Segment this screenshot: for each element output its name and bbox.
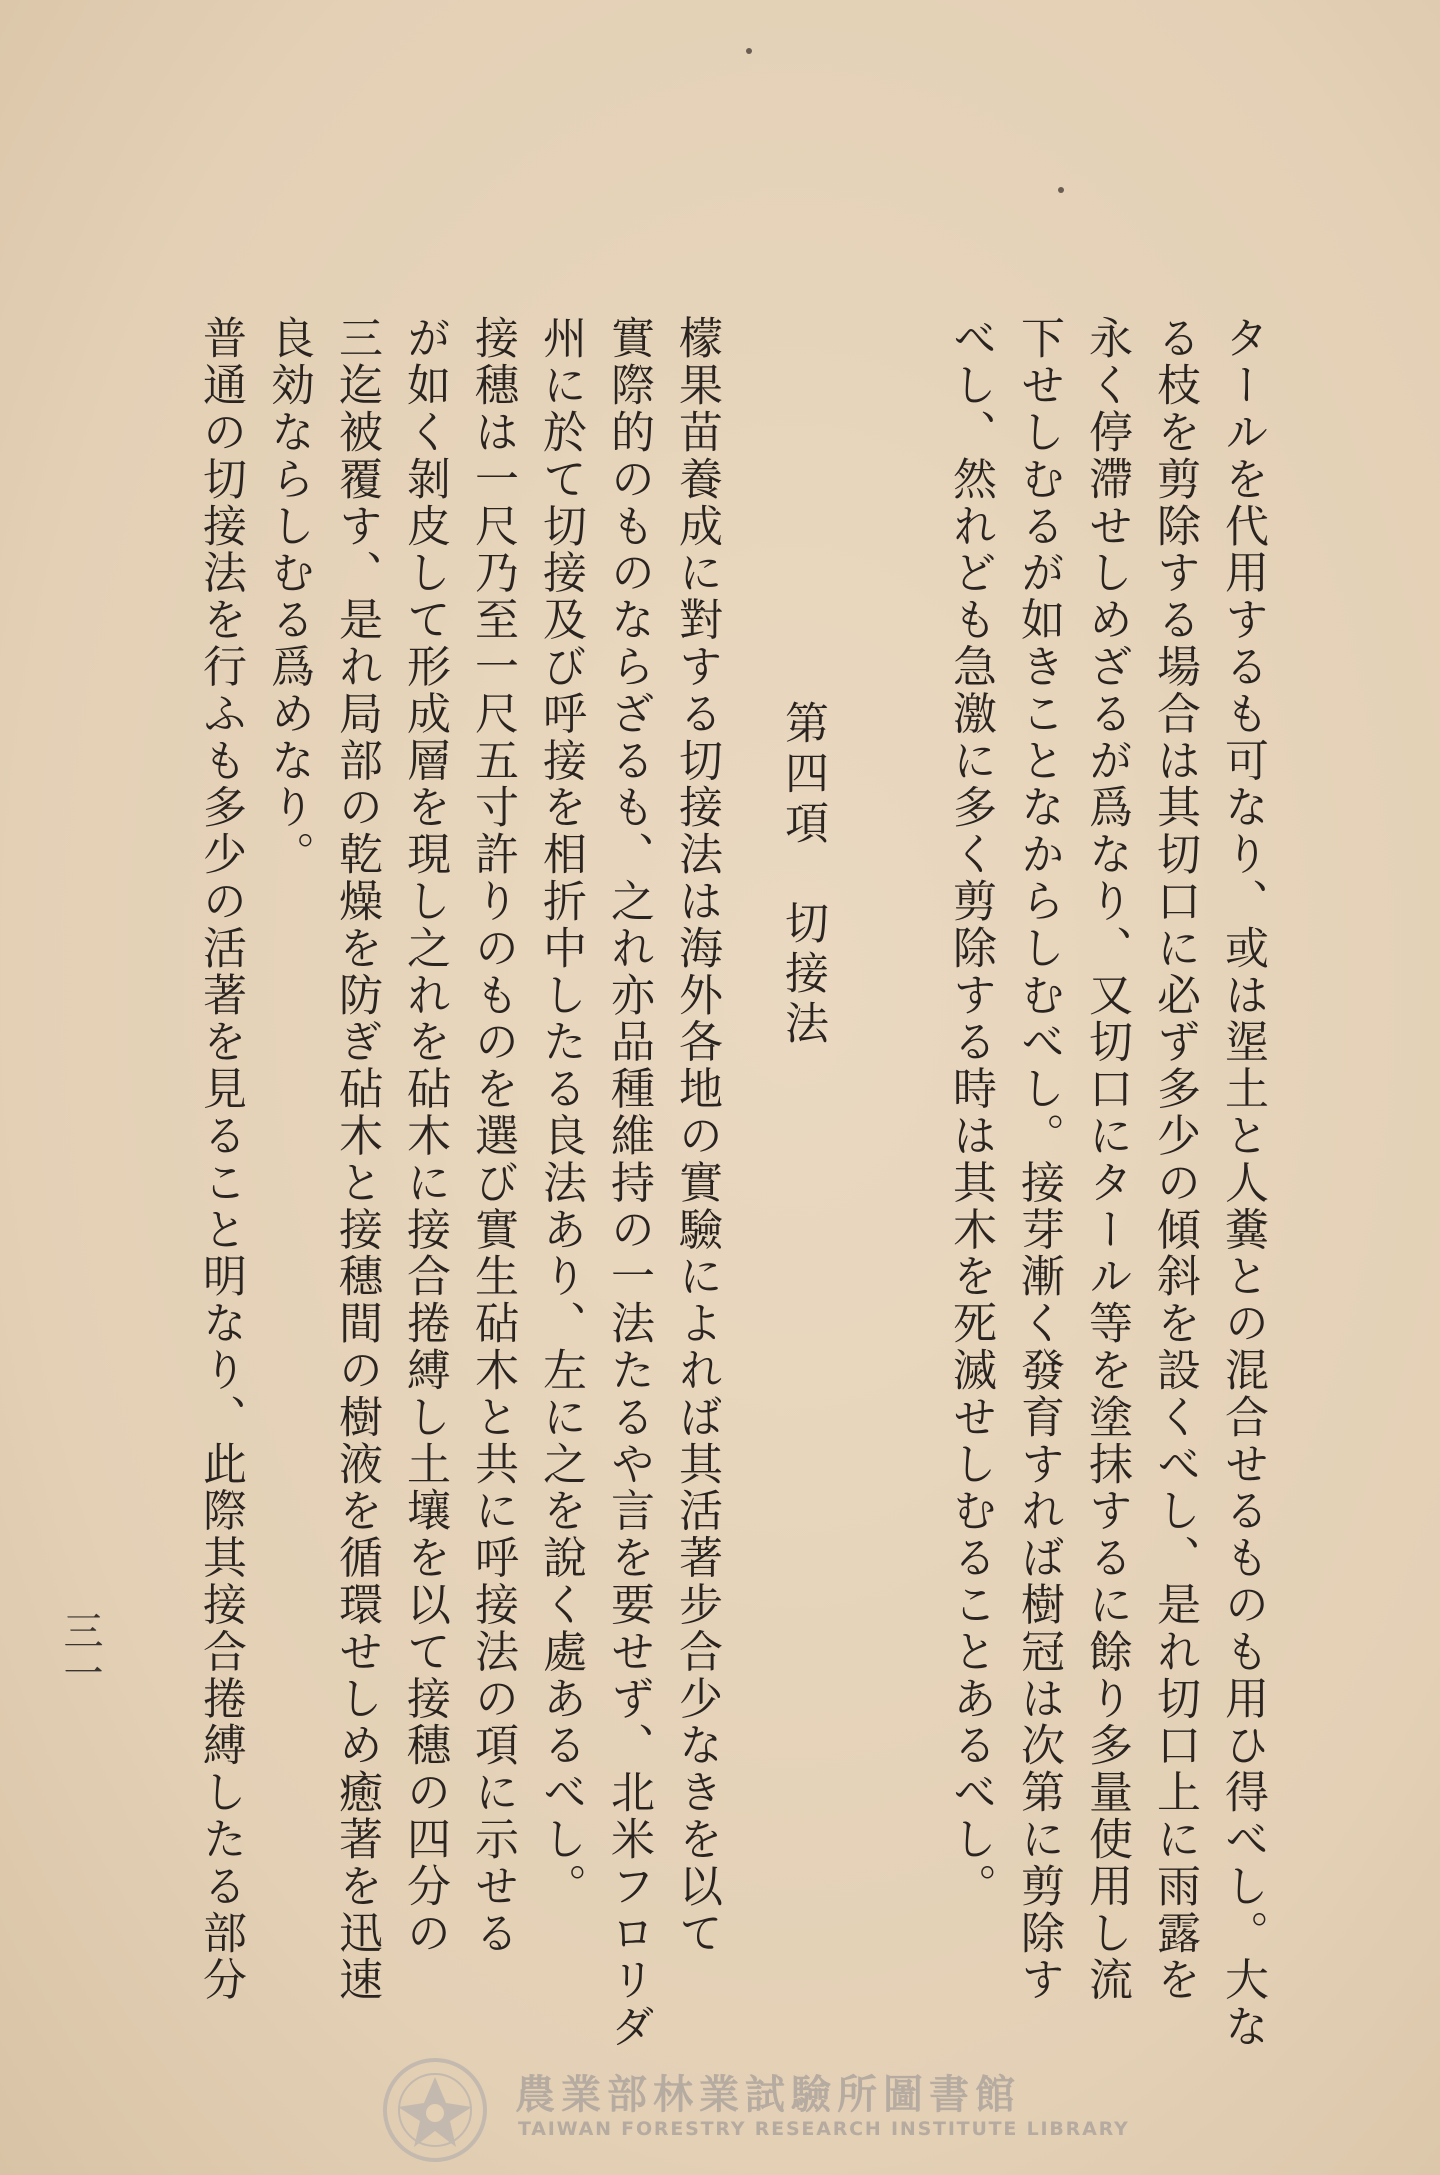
text-column-10: が如く剝皮して形成層を現し之れを砧木に接合捲縛し土壤を以て接穗の四分の — [399, 315, 450, 1957]
page-number: 三一 — [57, 1610, 103, 1694]
text-column-11: 三迄被覆す、是れ局部の乾燥を防ぎ砧木と接穗間の樹液を循環せしめ癒著を迅速 — [331, 315, 382, 2004]
text-column-13: 普通の切接法を行ふも多少の活著を見ること明なり、此際其接合捲縛したる部分 — [195, 315, 246, 2004]
text-column-3: 永く停滯せしめざるが爲なり、又切口にタール等を塗抹するに餘り多量使用し流 — [1081, 315, 1132, 2004]
text-column-7: 實際的のものならざるも、之れ亦品種維持の一法たるや言を要せず、北米フロリダ — [603, 315, 654, 2051]
text-column-12: 良効ならしむる爲めなり。 — [263, 315, 314, 878]
text-column-1: タールを代用するも可なり、或は埿土と人糞との混合せるものも用ひ得べし。大な — [1217, 315, 1268, 2051]
speck — [746, 48, 752, 54]
speck — [1058, 187, 1064, 193]
watermark-name-zh: 農業部林業試驗所圖書館 — [515, 2072, 1021, 2118]
watermark-name-en: TAIWAN FORESTRY RESEARCH INSTITUTE LIBRARY — [518, 2118, 1130, 2140]
text-column-8: 州に於て切接及び呼接を相折中したる良法あり、左に之を說く處あるべし。 — [535, 315, 586, 1910]
text-column-2: る枝を剪除する場合は其切口に必ず多少の傾斜を設くべし、是れ切口上に雨露を — [1149, 315, 1200, 2004]
text-column-4: 下せしむるが如きことなからしむべし。接芽漸く發育すれば樹冠は次第に剪除す — [1013, 315, 1064, 2004]
text-column-5: べし、然れども急激に多く剪除する時は其木を死滅せしむることあるべし。 — [945, 315, 996, 1910]
text-column-6: 檬果苗養成に對する切接法は海外各地の實驗によれば其活著步合少なきを以て — [671, 315, 722, 1957]
section-heading: 第四項 切接法 — [777, 700, 828, 1050]
library-seal-icon — [380, 2055, 490, 2165]
text-column-9: 接穗は一尺乃至一尺五寸許りのものを選び實生砧木と共に呼接法の項に示せる — [467, 315, 518, 1957]
